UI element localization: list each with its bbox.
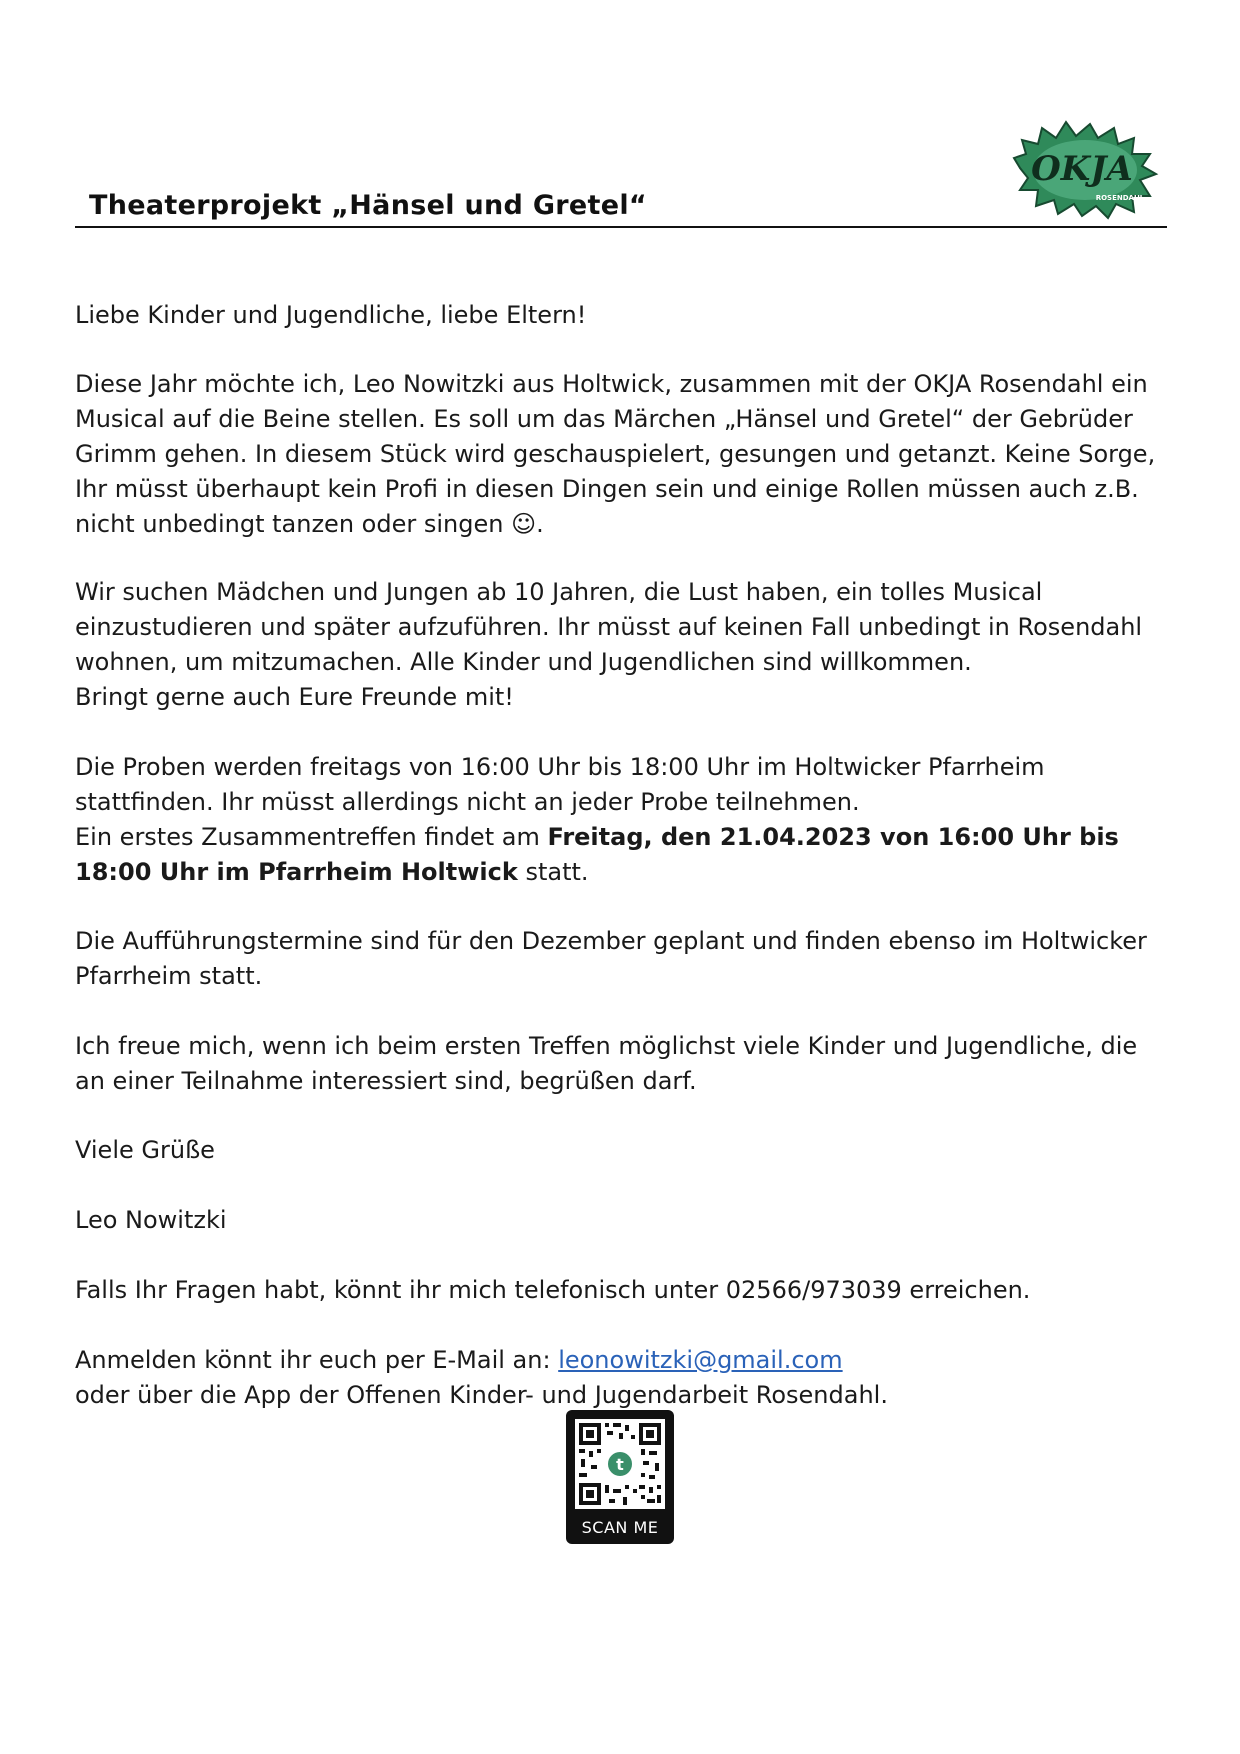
search-text-2: Bringt gerne auch Eure Freunde mit! — [75, 683, 514, 711]
signup-app-text: oder über die App der Offenen Kinder- und Jugendarbeit Rosendahl. — [75, 1381, 888, 1409]
rehearsal-text: Die Proben werden freitags von 16:00 Uhr bis 18:00 Uhr im Holtwicker Pfarrheim stattfinden. Ihr müsst allerdings nicht an jeder Probe teilnehmen. — [75, 753, 1045, 816]
performance-text: Die Aufführungstermine sind für den Dezember geplant und finden ebenso im Holtwicker Pfarrheim statt. — [75, 927, 1147, 990]
meeting-text — [75, 820, 1165, 890]
regards-text: Viele Grüße — [75, 1136, 215, 1164]
meeting-suffix: statt. — [517, 858, 589, 886]
qr-code[interactable] — [575, 1419, 665, 1509]
qr-label: SCAN ME — [581, 1518, 659, 1537]
signature-text: Leo Nowitzki — [75, 1206, 227, 1234]
regards-paragraph — [75, 1133, 1165, 1168]
signup-paragraph — [75, 1343, 1165, 1413]
intro-text: Diese Jahr möchte ich, Leo Nowitzki aus Holtwick, zusammen mit der OKJA Rosendahl ein Musical auf die Beine stellen. Es soll um das Märchen „Hänsel und Gretel“ der Gebrüder Grimm gehen. In diesem Stück wird geschauspielert, gesungen und getanzt. Keine Sorge, Ihr müsst überhaupt kein Profi in diesen Dingen sein und einige Rollen müssen auch z.B. nicht unbedingt tanzen oder singen ☺. — [75, 370, 1156, 538]
closing-paragraph — [75, 1029, 1165, 1099]
email-link[interactable]: leonowitzki@gmail.com — [558, 1346, 843, 1374]
meeting-prefix: Ein erstes Zusammentreffen findet am — [75, 823, 548, 851]
qr-badge-letter: t — [616, 1455, 624, 1474]
page-title: Theaterprojekt „Hänsel und Gretel“ — [89, 190, 647, 221]
performance-paragraph — [75, 924, 1165, 994]
phone-paragraph — [75, 1273, 1165, 1308]
search-text-1: Wir suchen Mädchen und Jungen ab 10 Jahren, die Lust haben, ein tolles Musical einzustudieren und später aufzuführen. Ihr müsst auf keinen Fall unbedingt in Rosendahl wohnen, um mitzumachen. Alle Kinder und Jugendlichen sind willkommen. — [75, 578, 1143, 676]
signup-email-line — [75, 1343, 1165, 1378]
logo-wordmark: OKJA — [1031, 149, 1133, 189]
logo-subtext: ROSENDAHL — [1095, 194, 1145, 202]
search-paragraph — [75, 575, 1165, 715]
qr-code-card[interactable] — [566, 1410, 674, 1544]
phone-text: Falls Ihr Fragen habt, könnt ihr mich telefonisch unter 02566/973039 erreichen. — [75, 1276, 1031, 1304]
title-bar — [75, 190, 1167, 228]
signup-prefix: Anmelden könnt ihr euch per E-Mail an: — [75, 1346, 559, 1374]
intro-paragraph — [75, 367, 1165, 542]
meeting-date-location: Freitag, den 21.04.2023 von 16:00 Uhr bis 18:00 Uhr im Pfarrheim Holtwick — [75, 823, 1119, 886]
rehearsal-paragraph — [75, 750, 1165, 890]
greeting-text: Liebe Kinder und Jugendliche, liebe Eltern! — [75, 301, 587, 329]
closing-text: Ich freue mich, wenn ich beim ersten Treffen möglichst viele Kinder und Jugendliche, die an einer Teilnahme interessiert sind, begrüßen darf. — [75, 1032, 1138, 1095]
greeting-paragraph — [75, 298, 1165, 333]
signature-paragraph — [75, 1203, 1165, 1238]
